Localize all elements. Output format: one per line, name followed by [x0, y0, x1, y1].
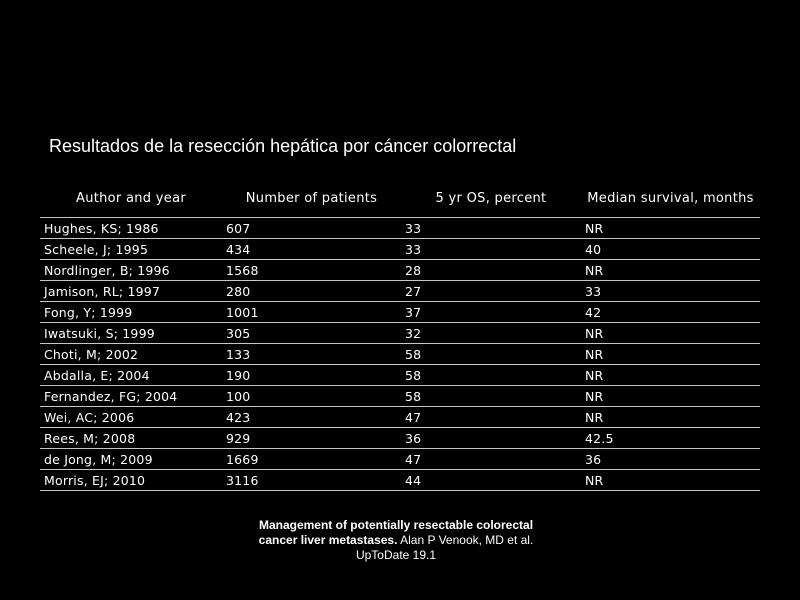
cell-5yr-os: 36 [401, 428, 581, 449]
cell-5yr-os: 58 [401, 386, 581, 407]
header-5yr-os: 5 yr OS, percent [401, 181, 581, 218]
cell-author-year: Scheele, J; 1995 [40, 239, 222, 260]
header-author-year: Author and year [40, 181, 222, 218]
header-row [40, 181, 760, 218]
table-row [40, 344, 760, 365]
cell-author-year: Iwatsuki, S; 1999 [40, 323, 222, 344]
cell-median-survival: 33 [581, 281, 760, 302]
cell-median-survival: 42 [581, 302, 760, 323]
table-row [40, 470, 760, 491]
slide-title: Resultados de la resección hepática por cáncer colorrectal [49, 136, 517, 156]
cell-author-year: Abdalla, E; 2004 [40, 365, 222, 386]
table-row [40, 239, 760, 260]
table-row [40, 218, 760, 239]
cell-author-year: Jamison, RL; 1997 [40, 281, 222, 302]
cell-author-year: Fernandez, FG; 2004 [40, 386, 222, 407]
cell-author-year: Wei, AC; 2006 [40, 407, 222, 428]
table-row [40, 260, 760, 281]
table-row [40, 407, 760, 428]
cell-author-year: Morris, EJ; 2010 [40, 470, 222, 491]
cell-number-of-patients: 434 [222, 239, 401, 260]
cell-5yr-os: 47 [401, 407, 581, 428]
cell-author-year: Rees, M; 2008 [40, 428, 222, 449]
cell-median-survival: NR [581, 260, 760, 281]
cell-number-of-patients: 423 [222, 407, 401, 428]
cell-number-of-patients: 133 [222, 344, 401, 365]
cell-number-of-patients: 1568 [222, 260, 401, 281]
cell-5yr-os: 58 [401, 344, 581, 365]
header-number-of-patients: Number of patients [222, 181, 401, 218]
cell-number-of-patients: 190 [222, 365, 401, 386]
cell-number-of-patients: 607 [222, 218, 401, 239]
cell-5yr-os: 33 [401, 218, 581, 239]
cell-5yr-os: 27 [401, 281, 581, 302]
cell-median-survival: NR [581, 407, 760, 428]
cell-author-year: Nordlinger, B; 1996 [40, 260, 222, 281]
table-row [40, 302, 760, 323]
cell-number-of-patients: 3116 [222, 470, 401, 491]
cell-number-of-patients: 280 [222, 281, 401, 302]
cell-number-of-patients: 100 [222, 386, 401, 407]
cell-number-of-patients: 1669 [222, 449, 401, 470]
cell-median-survival: NR [581, 344, 760, 365]
cell-median-survival: NR [581, 470, 760, 491]
citation [240, 518, 552, 563]
cell-5yr-os: 44 [401, 470, 581, 491]
cell-5yr-os: 28 [401, 260, 581, 281]
cell-median-survival: NR [581, 365, 760, 386]
cell-5yr-os: 37 [401, 302, 581, 323]
table-row [40, 386, 760, 407]
cell-median-survival: NR [581, 323, 760, 344]
results-table [40, 181, 760, 491]
cell-median-survival: NR [581, 218, 760, 239]
cell-median-survival: 40 [581, 239, 760, 260]
citation-title: Management of potentially resectable colorectal cancer liver metastases. [258, 518, 534, 547]
table-row [40, 281, 760, 302]
table-header [40, 181, 760, 218]
cell-author-year: Choti, M; 2002 [40, 344, 222, 365]
header-median-survival: Median survival, months [581, 181, 760, 218]
cell-number-of-patients: 305 [222, 323, 401, 344]
cell-5yr-os: 32 [401, 323, 581, 344]
citation-source: Alan P Venook, MD et al. UpToDate 19.1 [355, 533, 534, 562]
table-row [40, 428, 760, 449]
cell-number-of-patients: 929 [222, 428, 401, 449]
cell-number-of-patients: 1001 [222, 302, 401, 323]
table-row [40, 449, 760, 470]
cell-5yr-os: 33 [401, 239, 581, 260]
cell-author-year: de Jong, M; 2009 [40, 449, 222, 470]
table-row [40, 323, 760, 344]
cell-median-survival: 36 [581, 449, 760, 470]
table-row [40, 365, 760, 386]
cell-5yr-os: 47 [401, 449, 581, 470]
table-body [40, 218, 760, 491]
cell-5yr-os: 58 [401, 365, 581, 386]
cell-author-year: Hughes, KS; 1986 [40, 218, 222, 239]
cell-median-survival: 42.5 [581, 428, 760, 449]
cell-median-survival: NR [581, 386, 760, 407]
cell-author-year: Fong, Y; 1999 [40, 302, 222, 323]
